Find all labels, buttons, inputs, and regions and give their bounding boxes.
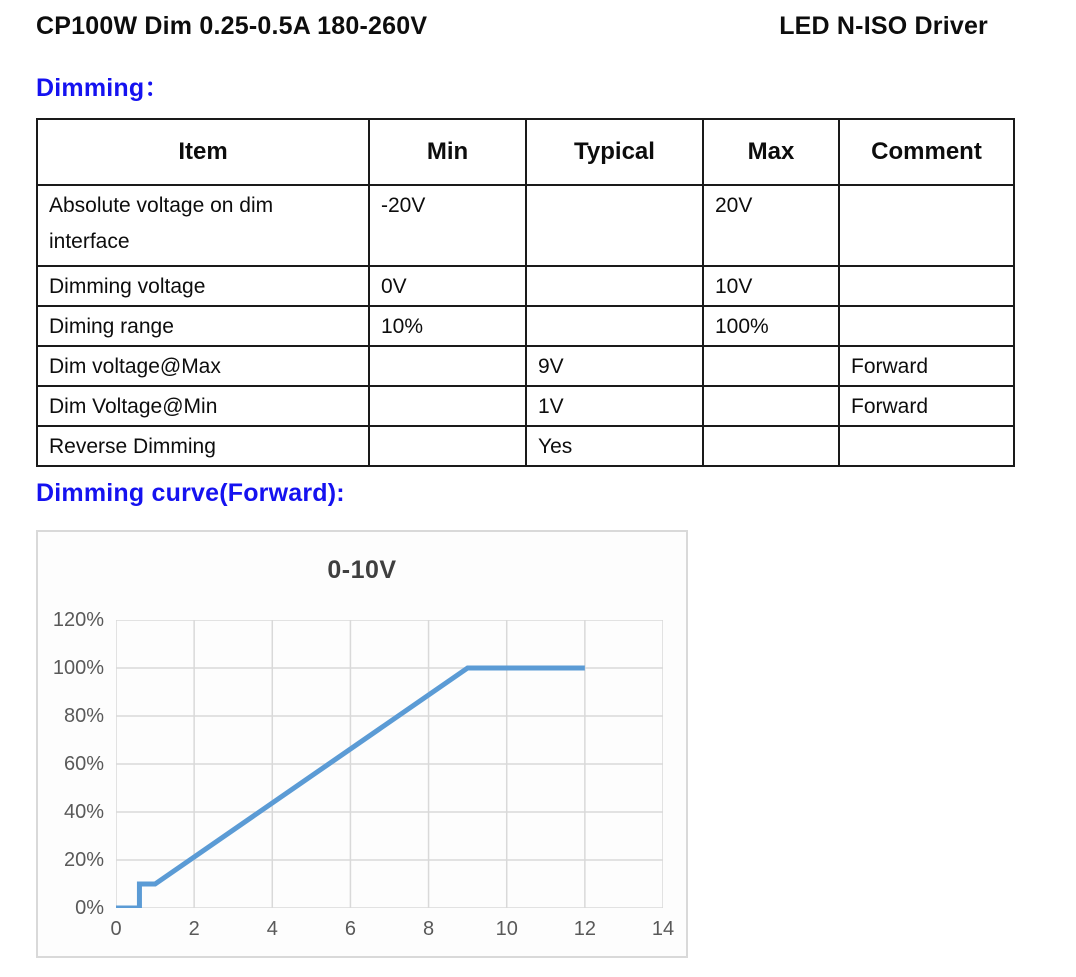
table-row <box>37 306 1014 346</box>
x-tick-label: 8 <box>423 918 435 940</box>
cell-min <box>369 386 526 426</box>
cell-min: 0V <box>369 266 526 306</box>
cell-typical: 9V <box>526 346 703 386</box>
cell-max <box>703 426 839 466</box>
y-tick-label: 100% <box>52 657 104 679</box>
cell-item: Dimming voltage <box>37 266 369 306</box>
x-tick-label: 6 <box>344 918 356 940</box>
cell-max: 100% <box>703 306 839 346</box>
col-header-min: Min <box>369 119 526 185</box>
cell-comment <box>839 306 1014 346</box>
page-title-left: CP100W Dim 0.25-0.5A 180-260V <box>36 12 428 40</box>
cell-min <box>369 346 526 386</box>
page-title-right: LED N-ISO Driver <box>779 12 988 40</box>
cell-max <box>703 386 839 426</box>
cell-item: Dim voltage@Max <box>37 346 369 386</box>
cell-comment: Forward <box>839 346 1014 386</box>
y-tick-label: 0% <box>75 897 104 919</box>
chart-title: 0-10V <box>327 556 397 584</box>
table-row <box>37 185 1014 266</box>
cell-typical: Yes <box>526 426 703 466</box>
dimming-spec-table <box>36 118 1015 467</box>
col-header-item: Item <box>37 119 369 185</box>
cell-typical <box>526 185 703 266</box>
dimming-section-heading: Dimming： <box>36 74 170 102</box>
cell-typical <box>526 266 703 306</box>
cell-max: 10V <box>703 266 839 306</box>
cell-typical <box>526 306 703 346</box>
table-header-row <box>37 119 1014 185</box>
y-tick-label: 40% <box>63 801 104 823</box>
cell-min: -20V <box>369 185 526 266</box>
cell-max <box>703 346 839 386</box>
chart-plot-area <box>116 620 663 908</box>
cell-min <box>369 426 526 466</box>
y-tick-label: 20% <box>63 849 104 871</box>
y-tick-label: 80% <box>63 705 104 727</box>
x-tick-label: 14 <box>651 918 675 940</box>
cell-comment <box>839 266 1014 306</box>
table-row <box>37 266 1014 306</box>
y-tick-label: 120% <box>52 609 104 631</box>
cell-comment <box>839 185 1014 266</box>
x-tick-label: 2 <box>188 918 200 940</box>
x-tick-label: 10 <box>495 918 518 940</box>
col-header-comment: Comment <box>839 119 1014 185</box>
col-header-max: Max <box>703 119 839 185</box>
x-tick-label: 4 <box>266 918 278 940</box>
cell-comment: Forward <box>839 386 1014 426</box>
cell-item: Reverse Dimming <box>37 426 369 466</box>
cell-item: Diming range <box>37 306 369 346</box>
page-header <box>36 12 988 41</box>
cell-item: Absolute voltage on dim interface <box>37 185 369 266</box>
cell-comment <box>839 426 1014 466</box>
curve-section-heading: Dimming curve(Forward): <box>36 479 345 507</box>
cell-typical: 1V <box>526 386 703 426</box>
cell-max: 20V <box>703 185 839 266</box>
x-tick-label: 0 <box>110 918 122 940</box>
x-tick-label: 12 <box>573 918 596 940</box>
dimming-curve-chart <box>36 530 688 958</box>
table-row <box>37 386 1014 426</box>
cell-min: 10% <box>369 306 526 346</box>
table-row <box>37 346 1014 386</box>
table-row <box>37 426 1014 466</box>
y-tick-label: 60% <box>63 753 104 775</box>
cell-item: Dim Voltage@Min <box>37 386 369 426</box>
col-header-typical: Typical <box>526 119 703 185</box>
